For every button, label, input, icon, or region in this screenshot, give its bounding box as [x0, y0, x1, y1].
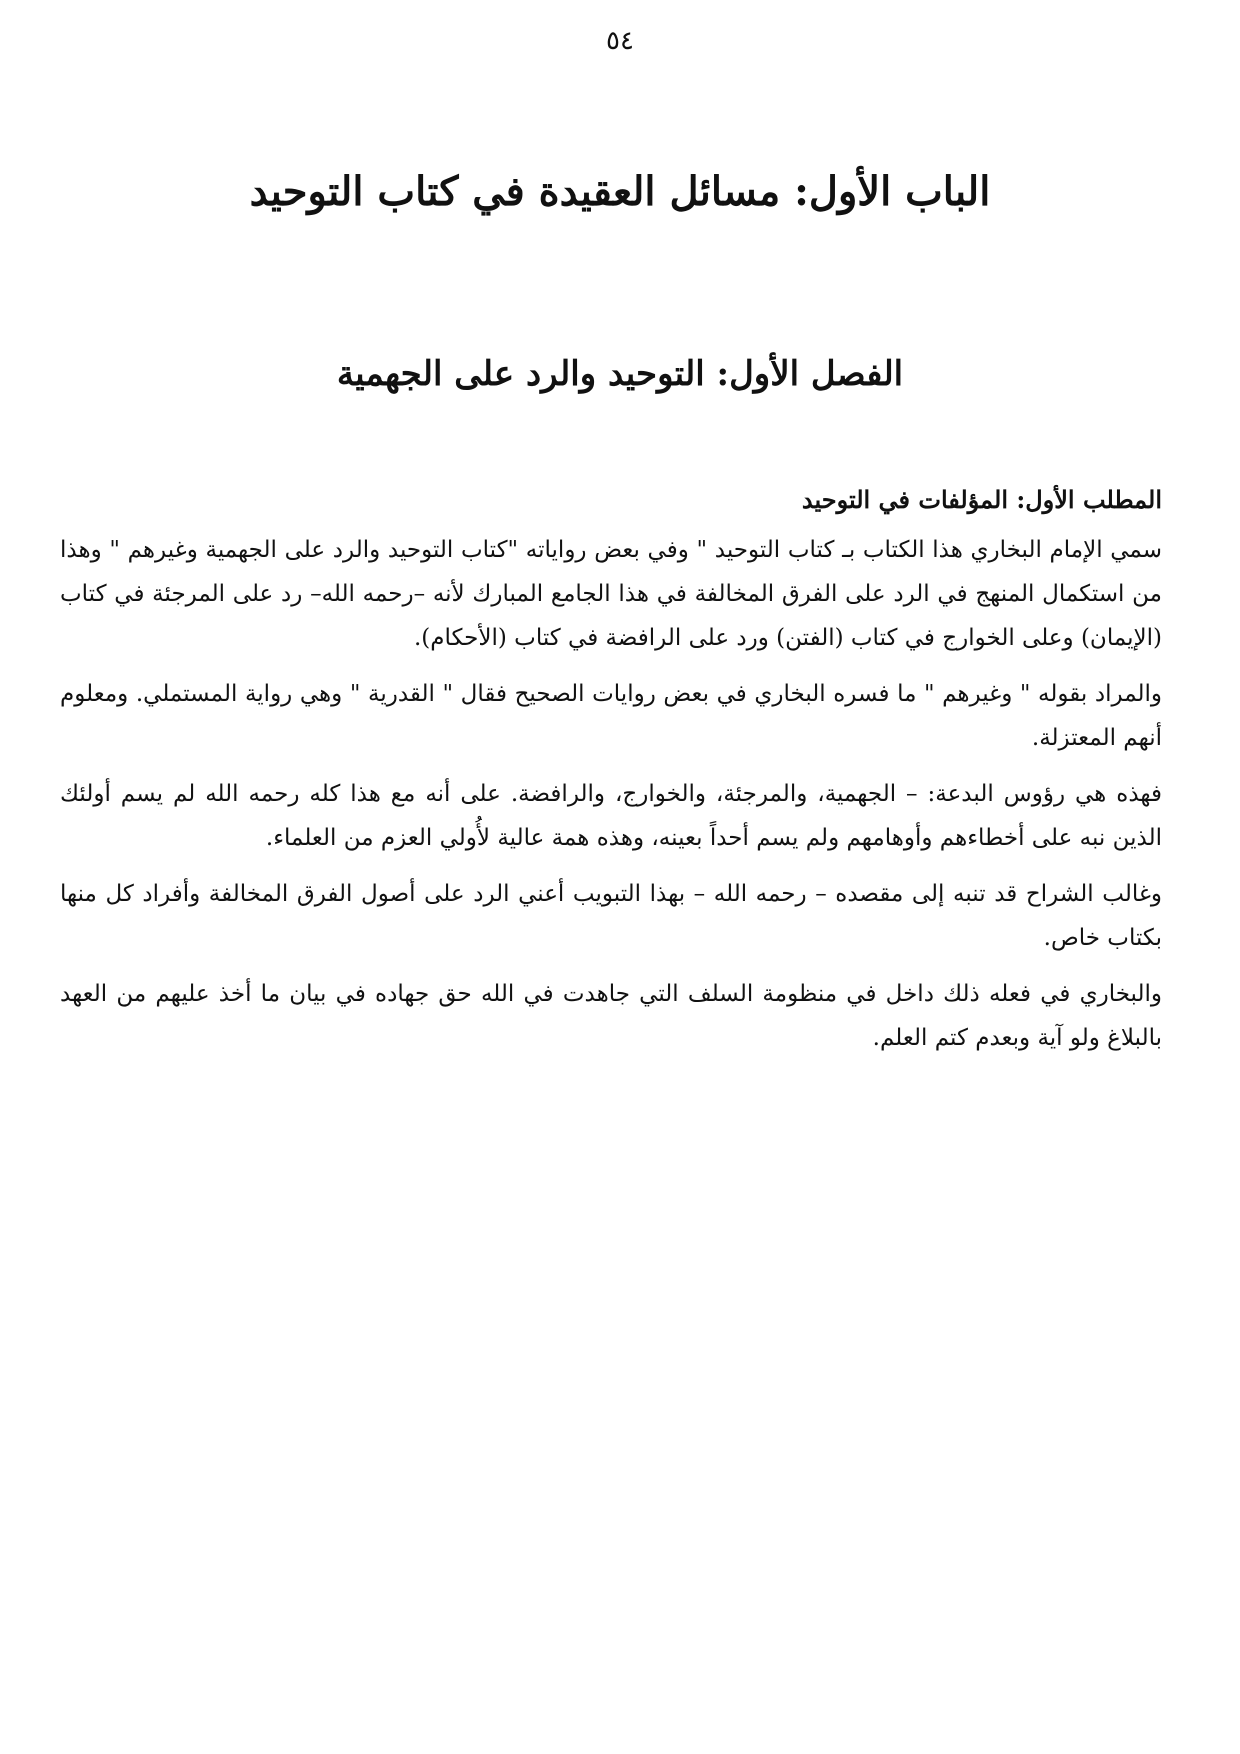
paragraph: سمي الإمام البخاري هذا الكتاب بـ كتاب التوحيد " وفي بعض رواياته "كتاب التوحيد والرد على الجهمية وغيرهم " وهذا من استكمال المنهج في الرد على الفرق المخالفة في هذا الجامع المبارك لأنه –رحمه الله– رد على المرجئة في كتاب (الإيمان) وعلى الخوارج في كتاب (الفتن) ورد على الرافضة في كتاب (الأحكام).: [60, 537, 1162, 651]
paragraph: والبخاري في فعله ذلك داخل في منظومة السلف التي جاهدت في الله حق جهاده في بيان ما أخذ عليهم من العهد بالبلاغ ولو آية وبعدم كتم العلم.: [60, 981, 1162, 1051]
section-title: الفصل الأول: التوحيد والرد على الجهمية: [336, 354, 904, 394]
paragraph: وغالب الشراح قد تنبه إلى مقصده – رحمه الله – بهذا التبويب أعني الرد على أصول الفرق المخالفة وأفراد كل منها بكتاب خاص.: [60, 881, 1162, 951]
paragraph: فهذه هي رؤوس البدعة: – الجهمية، والمرجئة، والخوارج، والرافضة. على أنه مع هذا كله رحمه الله لم يسم أولئك الذين نبه على أخطاءهم وأوهامهم ولم يسم أحداً بعينه، وهذه همة عالية لأُولي العزم من العلماء.: [60, 781, 1162, 851]
chapter-title: الباب الأول: مسائل العقيدة في كتاب التوحيد: [249, 168, 991, 215]
paragraph: والمراد بقوله " وغيرهم " ما فسره البخاري في بعض روايات الصحيح فقال " القدرية " وهي رواية المستملي. ومعلوم أنهم المعتزلة.: [60, 681, 1162, 751]
page-number: ٥٤: [606, 26, 634, 56]
subsection-title: المطلب الأول: المؤلفات في التوحيد: [801, 485, 1162, 514]
body-content: [60, 478, 1162, 1072]
